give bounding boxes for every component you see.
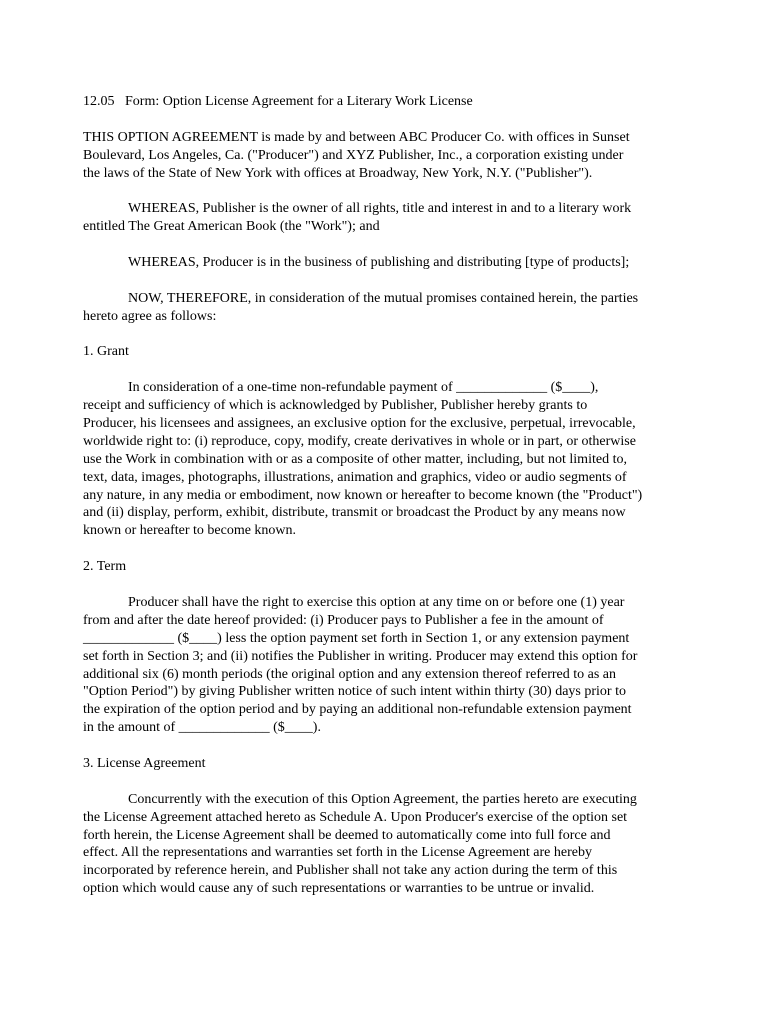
- section-line: in the amount of _____________ ($____).: [83, 720, 321, 736]
- whereas-paragraph-1: [83, 200, 693, 236]
- whereas-line: entitled The Great American Book (the "Work"); and: [83, 219, 380, 235]
- section-heading-grant: 1. Grant: [83, 344, 129, 360]
- now-therefore-line: NOW, THEREFORE, in consideration of the mutual promises contained herein, the parties: [128, 290, 639, 306]
- section-line: use the Work in combination with or as a composite of other matter, including, but not limited to,: [83, 451, 627, 467]
- section-line: worldwide right to: (i) reproduce, copy, modify, create derivatives in whole or in part, or otherwise: [83, 433, 636, 449]
- preamble-line: Boulevard, Los Angeles, Ca. ("Producer") and XYZ Publisher, Inc., a corporation existing under: [83, 147, 624, 163]
- whereas-line: WHEREAS, Publisher is the owner of all rights, title and interest in and to a literary work: [128, 201, 632, 217]
- now-therefore-paragraph: [83, 290, 693, 326]
- now-therefore-line: hereto agree as follows:: [83, 308, 217, 324]
- section-line: known or hereafter to become known.: [83, 523, 297, 539]
- section-body-license-agreement: [83, 791, 693, 898]
- section-body-term: [83, 594, 693, 737]
- preamble-paragraph: [83, 129, 693, 183]
- section-line: additional six (6) month periods (the original option and any extension thereof referred to as an: [83, 666, 617, 682]
- section-line: the expiration of the option period and by paying an additional non-refundable extension payment: [83, 702, 632, 718]
- whereas-line: WHEREAS, Producer is in the business of publishing and distributing [type of products];: [128, 255, 630, 271]
- whereas-paragraph-2: [83, 254, 693, 272]
- section-line: and (ii) display, perform, exhibit, distribute, transmit or broadcast the Product by any means now: [83, 505, 626, 521]
- section-heading-term: 2. Term: [83, 559, 127, 575]
- section-line: set forth in Section 3; and (ii) notifies the Publisher in writing. Producer may extend this option for: [83, 648, 638, 664]
- section-line: incorporated by reference herein, and Publisher shall not take any action during the term of this: [83, 863, 618, 879]
- section-body-grant: [83, 379, 693, 540]
- preamble-line: THIS OPTION AGREEMENT is made by and between ABC Producer Co. with offices in Sunset: [83, 129, 630, 145]
- section-line: the License Agreement attached hereto as Schedule A. Upon Producer's exercise of the option set: [83, 809, 628, 825]
- section-line: Producer, his licensees and assignees, an exclusive option for the exclusive, perpetual, irrevocable,: [83, 416, 636, 432]
- document-title: 12.05 Form: Option License Agreement for a Literary Work License: [83, 94, 473, 109]
- section-line: Concurrently with the execution of this Option Agreement, the parties hereto are executing: [128, 791, 637, 807]
- section-line: option which would cause any of such representations or warranties to be untrue or invalid.: [83, 881, 595, 897]
- section-line: In consideration of a one-time non-refundable payment of _____________ ($____),: [128, 380, 599, 396]
- section-line: from and after the date hereof provided: (i) Producer pays to Publisher a fee in the amount of: [83, 612, 604, 628]
- section-line: receipt and sufficiency of which is acknowledged by Publisher, Publisher hereby grants to: [83, 398, 588, 414]
- section-line: any nature, in any media or embodiment, now known or hereafter to become known (the "Product"): [83, 487, 643, 503]
- section-line: "Option Period") by giving Publisher written notice of such intent within thirty (30) days prior to: [83, 684, 626, 700]
- section-line: forth herein, the License Agreement shall be deemed to automatically come into full force and: [83, 827, 611, 843]
- preamble-line: the laws of the State of New York with offices at Broadway, New York, N.Y. ("Publisher").: [83, 165, 593, 181]
- document-page: [83, 93, 693, 916]
- section-heading-license-agreement: 3. License Agreement: [83, 755, 206, 771]
- section-line: Producer shall have the right to exercise this option at any time on or before one (1) year: [128, 594, 625, 610]
- section-line: effect. All the representations and warranties set forth in the License Agreement are hereby: [83, 845, 592, 861]
- section-line: text, data, images, photographs, illustrations, animation and graphics, video or audio segments of: [83, 469, 627, 485]
- section-line: _____________ ($____) less the option payment set forth in Section 1, or any extension payment: [83, 630, 630, 646]
